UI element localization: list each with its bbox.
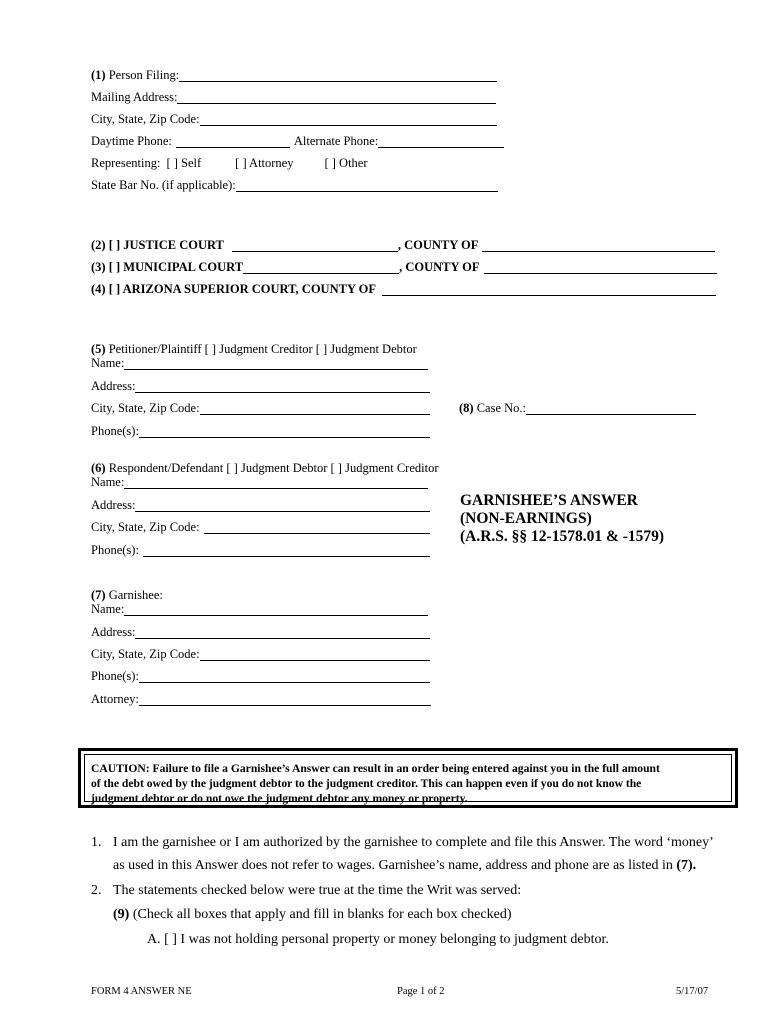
- garnishee-attorney-row: [91, 692, 431, 706]
- mailing-address-field[interactable]: [177, 91, 496, 104]
- mailing-address-row: [91, 90, 496, 104]
- attorney-checkbox[interactable]: [ ] Attorney: [235, 156, 294, 170]
- petitioner-name-label: Name:: [91, 356, 125, 370]
- statement-2-text: The statements checked below were true at the time the Writ was served:: [113, 883, 522, 898]
- respondent-heading: [91, 461, 439, 475]
- garnishee-phone-row: [91, 669, 430, 683]
- respondent-address-row: [91, 498, 430, 512]
- respondent-phone-label: Phone(s):: [91, 543, 139, 557]
- justice-county-field[interactable]: [482, 239, 715, 252]
- daytime-phone-field[interactable]: [176, 135, 290, 148]
- statement-1-line2: [113, 858, 696, 874]
- caution-box: [78, 748, 738, 808]
- state-bar-field[interactable]: [236, 179, 498, 192]
- petitioner-address-field[interactable]: [135, 380, 430, 393]
- respondent-address-field[interactable]: [135, 499, 430, 512]
- caution-line: of the debt owed by the judgment debtor to the judgment creditor. This can happen even if you do not know the: [91, 777, 642, 790]
- section-number: (5): [91, 342, 106, 356]
- municipal-county-field[interactable]: [484, 261, 717, 274]
- garnishee-address-field[interactable]: [135, 626, 430, 639]
- statement-1-line1: I am the garnishee or I am authorized by the garnishee to complete and file this Answer. The word ‘money’: [113, 835, 714, 850]
- garnishee-attorney-label: Attorney:: [91, 692, 139, 706]
- municipal-court-row: [91, 260, 717, 274]
- filer-city-row: [91, 112, 497, 126]
- county-of-label: , COUNTY OF: [399, 260, 480, 274]
- form-title-line3: (A.R.S. §§ 12-1578.01 & -1579): [460, 528, 665, 545]
- garnishee-name-row: [91, 602, 428, 616]
- form-title-line1: GARNISHEE’S ANSWER: [460, 492, 638, 509]
- person-filing-field[interactable]: [179, 69, 497, 82]
- section-number: (8): [459, 401, 474, 415]
- daytime-phone-label: Daytime Phone:: [91, 134, 172, 148]
- petitioner-city-field[interactable]: [200, 402, 430, 415]
- phone-row: [91, 134, 504, 148]
- justice-court-name-field[interactable]: [232, 239, 398, 252]
- garnishee-phone-field[interactable]: [139, 670, 430, 683]
- petitioner-phone-label: Phone(s):: [91, 424, 139, 438]
- section-number: (9): [113, 907, 130, 922]
- petitioner-name-field[interactable]: [124, 357, 428, 370]
- justice-court-checkbox[interactable]: (2) [ ] JUSTICE COURT: [91, 238, 224, 252]
- garnishee-name-field[interactable]: [124, 603, 428, 616]
- form-title-line2: (NON-EARNINGS): [460, 510, 592, 527]
- footer-date: 5/17/07: [676, 986, 709, 997]
- section-number: (1): [91, 68, 106, 82]
- garnishee-heading-text: Garnishee:: [108, 588, 163, 602]
- municipal-court-checkbox[interactable]: (3) [ ] MUNICIPAL COURT: [91, 260, 244, 274]
- respondent-name-label: Name:: [91, 475, 125, 489]
- filer-city-field[interactable]: [200, 113, 497, 126]
- garnishee-city-label: City, State, Zip Code:: [91, 647, 200, 661]
- footer-form-id: FORM 4 ANSWER NE: [91, 986, 192, 997]
- case-number-label: Case No.:: [476, 401, 527, 415]
- garnishee-city-row: [91, 647, 430, 661]
- respondent-heading-text: Respondent/Defendant [ ] Judgment Debtor [ ] Judgment Creditor: [108, 461, 439, 475]
- garnishee-city-field[interactable]: [200, 648, 430, 661]
- mailing-address-label: Mailing Address:: [91, 90, 178, 104]
- garnishee-address-row: [91, 625, 430, 639]
- garnishee-attorney-field[interactable]: [139, 693, 431, 706]
- respondent-city-row: [91, 520, 430, 534]
- justice-court-row: [91, 238, 715, 252]
- caution-line: CAUTION: Failure to file a Garnishee’s Answer can result in an order being entered against you in the full amount: [91, 762, 660, 775]
- petitioner-name-row: [91, 356, 428, 370]
- petitioner-city-label: City, State, Zip Code:: [91, 401, 200, 415]
- case-number-row: [459, 401, 696, 415]
- garnishee-address-label: Address:: [91, 625, 136, 639]
- petitioner-city-row: [91, 401, 430, 415]
- respondent-name-row: [91, 475, 428, 489]
- respondent-city-field[interactable]: [204, 521, 430, 534]
- petitioner-phone-row: [91, 424, 430, 438]
- petitioner-address-row: [91, 379, 430, 393]
- garnishee-name-label: Name:: [91, 602, 125, 616]
- caution-text: [84, 754, 732, 805]
- person-filing-row: [91, 68, 497, 82]
- superior-court-row: [91, 282, 716, 296]
- petitioner-phone-field[interactable]: [139, 425, 430, 438]
- petitioner-heading-text: Petitioner/Plaintiff [ ] Judgment Creditor [ ] Judgment Debtor: [108, 342, 417, 356]
- statement-1-number: 1.: [91, 835, 102, 850]
- garnishee-heading: [91, 588, 163, 602]
- section-number: (6): [91, 461, 106, 475]
- petitioner-heading: [91, 342, 417, 356]
- county-of-label: , COUNTY OF: [397, 238, 479, 252]
- municipal-court-name-field[interactable]: [243, 261, 399, 274]
- alternate-phone-field[interactable]: [378, 135, 504, 148]
- respondent-phone-row: [91, 543, 430, 557]
- section-reference: (7).: [676, 858, 697, 873]
- respondent-address-label: Address:: [91, 498, 136, 512]
- footer-page-number: Page 1 of 2: [397, 986, 445, 997]
- self-checkbox[interactable]: [ ] Self: [166, 156, 202, 170]
- form-title: [460, 492, 664, 546]
- case-number-field[interactable]: [526, 402, 696, 415]
- representing-label: Representing:: [91, 156, 161, 170]
- statement-9-row: [113, 907, 511, 923]
- superior-county-field[interactable]: [382, 283, 716, 296]
- state-bar-row: [91, 178, 498, 192]
- respondent-city-label: City, State, Zip Code:: [91, 520, 200, 534]
- petitioner-address-label: Address:: [91, 379, 136, 393]
- statement-1-line2-text: as used in this Answer does not refer to wages. Garnishee’s name, address and phone are as listed in: [113, 858, 677, 873]
- representing-row: [91, 156, 368, 170]
- superior-court-checkbox[interactable]: (4) [ ] ARIZONA SUPERIOR COURT, COUNTY OF: [91, 282, 376, 296]
- filer-city-label: City, State, Zip Code:: [91, 112, 200, 126]
- garnishee-phone-label: Phone(s):: [91, 669, 139, 683]
- caution-line: judgment debtor or do not owe the judgment debtor any money or property.: [91, 792, 468, 805]
- alternate-phone-label: Alternate Phone:: [293, 134, 379, 148]
- respondent-name-field[interactable]: [124, 476, 428, 489]
- section-number: (7): [91, 588, 106, 602]
- person-filing-label: Person Filing:: [108, 68, 180, 82]
- statement-2-number: 2.: [91, 883, 102, 898]
- statement-a-checkbox[interactable]: A. [ ] I was not holding personal property or money belonging to judgment debtor.: [147, 932, 609, 947]
- statement-9-text: (Check all boxes that apply and fill in blanks for each box checked): [132, 907, 512, 922]
- other-checkbox[interactable]: [ ] Other: [324, 156, 368, 170]
- state-bar-label: State Bar No. (if applicable):: [91, 178, 236, 192]
- respondent-phone-field[interactable]: [143, 544, 430, 557]
